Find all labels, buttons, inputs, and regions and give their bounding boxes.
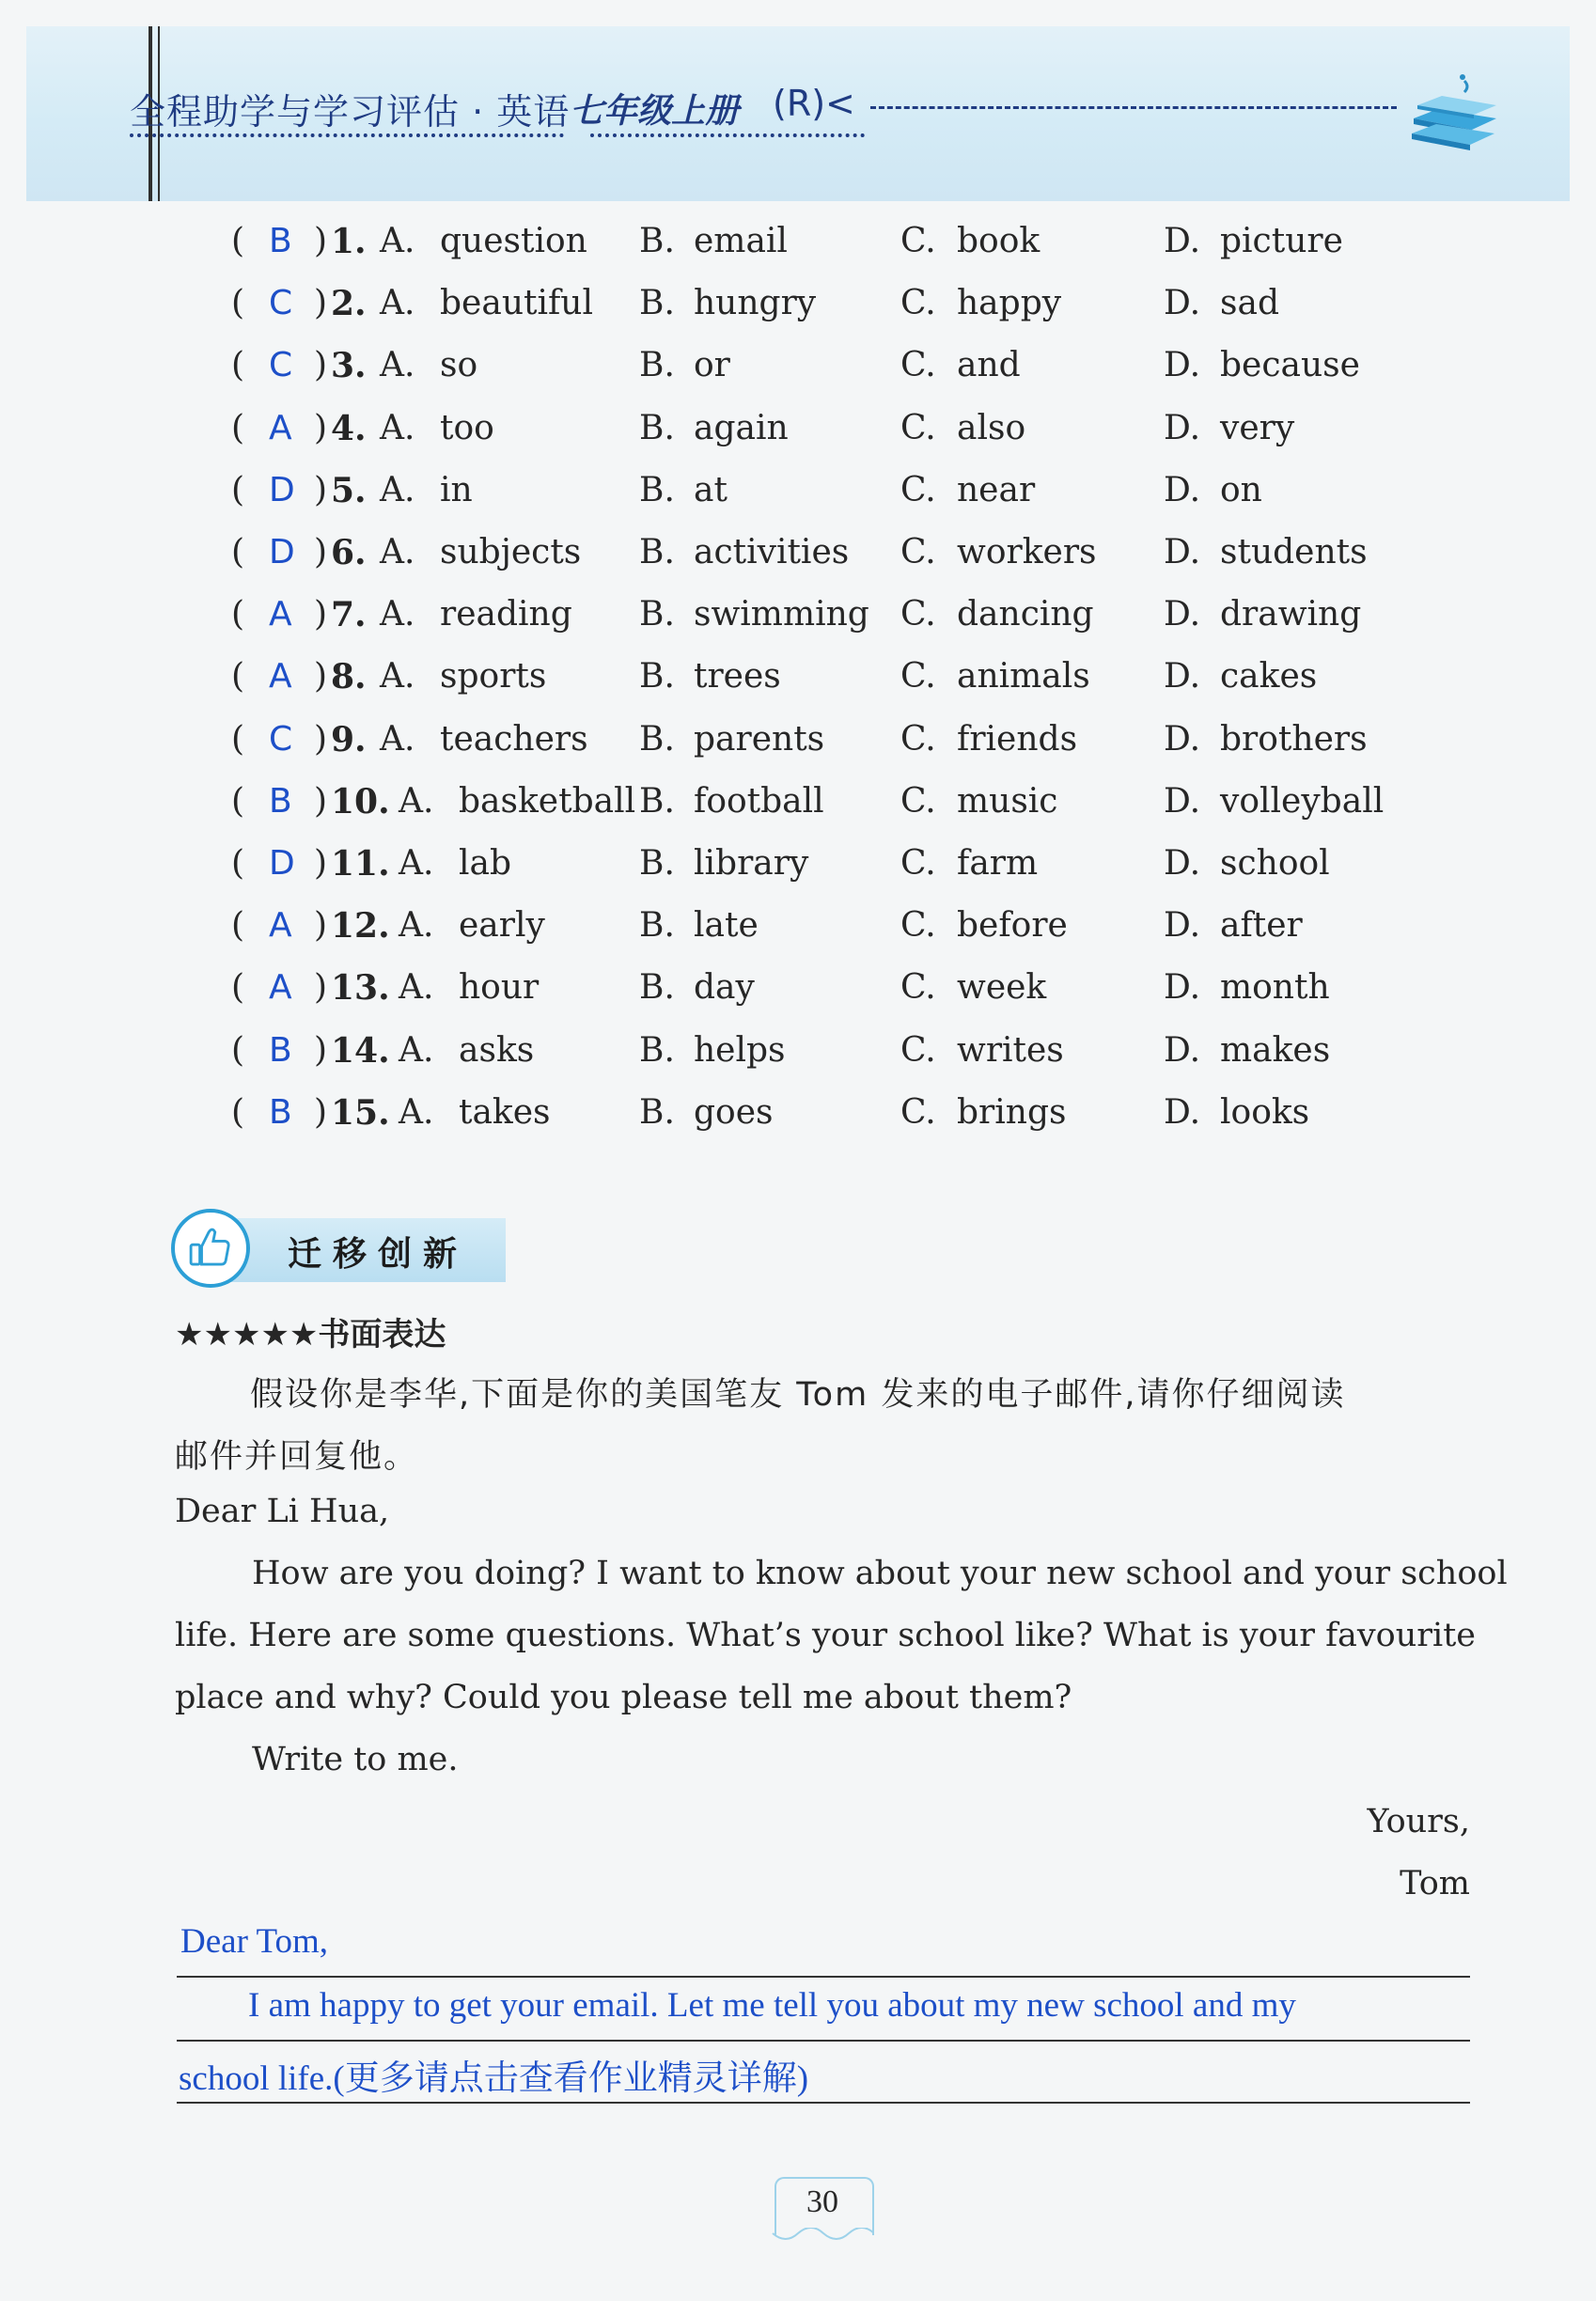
option-a: asks (459, 1030, 535, 1070)
option-c-label: C. (900, 968, 936, 1008)
option-b-label: B. (639, 844, 675, 883)
answer-letter: A (269, 968, 292, 1008)
question-number: 12. (331, 906, 390, 947)
paren-open: ( (231, 1030, 245, 1070)
email-line-3: place and why? Could you please tell me about them? (175, 1679, 1072, 1716)
option-b: helps (694, 1030, 786, 1070)
option-b-label: B. (639, 222, 675, 260)
option-a-label: A. (380, 470, 415, 509)
option-c: before (957, 906, 1068, 946)
question-row (0, 222, 1596, 284)
option-c-label: C. (900, 844, 936, 883)
header-title-underline (130, 133, 564, 137)
answer-letter: B (269, 1092, 292, 1132)
option-d: drawing (1220, 595, 1362, 634)
section-banner-title: 迁移创新 (288, 1235, 469, 1274)
option-b: library (694, 844, 809, 883)
option-d-label: D. (1164, 968, 1201, 1008)
option-d-label: D. (1164, 284, 1201, 323)
email-line-1: How are you doing? I want to know about your new school and your school (252, 1555, 1508, 1592)
question-row (0, 533, 1596, 595)
option-c-label: C. (900, 719, 936, 759)
answer-letter: A (269, 657, 292, 697)
question-number: 1. (331, 222, 367, 261)
question-row (0, 471, 1596, 533)
question-number: 10. (331, 781, 390, 822)
option-d: on (1220, 470, 1262, 509)
question-number: 9. (331, 719, 367, 759)
answer-letter: D (269, 533, 295, 571)
prompt-line-2: 邮件并回复他。 (175, 1438, 419, 1476)
question-number: 5. (331, 470, 367, 510)
paren-close: ) (314, 719, 328, 759)
option-a-label: A. (399, 844, 434, 883)
option-c-label: C. (900, 1092, 936, 1132)
option-b: again (694, 408, 789, 447)
paren-open: ( (231, 719, 245, 759)
writing-task-title: ★★★★★书面表达 (175, 1316, 446, 1354)
email-line-4: Write to me. (252, 1741, 459, 1778)
question-number: 4. (331, 408, 367, 448)
banner-badge (171, 1209, 250, 1288)
reply-greeting: Dear Tom, (180, 1922, 329, 1961)
option-d-label: D. (1164, 1030, 1201, 1070)
paren-close: ) (314, 222, 328, 260)
option-b: parents (694, 719, 825, 759)
option-a-label: A. (380, 595, 415, 634)
option-b: day (694, 968, 755, 1008)
option-c: dancing (957, 595, 1094, 634)
option-d: students (1220, 533, 1368, 571)
option-d: makes (1220, 1030, 1331, 1070)
paren-close: ) (314, 408, 328, 447)
answer-letter: A (269, 408, 292, 447)
option-c-label: C. (900, 781, 936, 821)
paren-close: ) (314, 346, 328, 385)
question-number: 6. (331, 533, 367, 572)
option-a: early (459, 906, 545, 946)
option-c-label: C. (900, 346, 936, 385)
reply-line-2: school life.(更多请点击查看作业精灵详解) (179, 2059, 809, 2098)
paren-close: ) (314, 844, 328, 883)
option-c: also (957, 408, 1026, 447)
option-b: at (694, 470, 728, 509)
option-d: brothers (1220, 719, 1368, 759)
option-b-label: B. (639, 408, 675, 447)
question-row (0, 1093, 1596, 1155)
option-b: or (694, 346, 730, 385)
option-d-label: D. (1164, 781, 1201, 821)
question-number: 14. (331, 1030, 390, 1071)
option-d: cakes (1220, 657, 1318, 697)
option-c: happy (957, 284, 1062, 323)
option-d-label: D. (1164, 657, 1201, 697)
paren-open: ( (231, 1092, 245, 1132)
paren-open: ( (231, 222, 245, 260)
answer-letter: C (269, 284, 293, 323)
question-row (0, 844, 1596, 906)
option-b: swimming (694, 595, 869, 634)
option-b-label: B. (639, 284, 675, 323)
option-d-label: D. (1164, 844, 1201, 883)
question-number: 8. (331, 657, 367, 697)
answer-letter: B (269, 781, 292, 821)
paren-close: ) (314, 470, 328, 509)
option-a: sports (440, 657, 547, 697)
answer-line (177, 2102, 1470, 2104)
option-a-label: A. (380, 284, 415, 323)
paren-open: ( (231, 657, 245, 697)
paren-open: ( (231, 284, 245, 323)
option-d-label: D. (1164, 470, 1201, 509)
option-b-label: B. (639, 968, 675, 1008)
paren-open: ( (231, 906, 245, 946)
option-b: goes (694, 1092, 774, 1132)
question-row (0, 595, 1596, 657)
option-a-label: A. (380, 408, 415, 447)
question-number: 3. (331, 346, 367, 386)
option-a: too (440, 408, 494, 447)
option-c-label: C. (900, 1030, 936, 1070)
option-c-label: C. (900, 533, 936, 571)
option-a: teachers (440, 719, 588, 759)
option-d-label: D. (1164, 346, 1201, 385)
page-number-wave (771, 2228, 874, 2245)
email-greeting: Dear Li Hua, (175, 1493, 390, 1530)
option-d-label: D. (1164, 906, 1201, 946)
option-b: late (694, 906, 759, 946)
answer-letter: B (269, 1030, 292, 1070)
option-d: picture (1220, 222, 1343, 260)
option-c-label: C. (900, 408, 936, 447)
prompt-line-1: 假设你是李华,下面是你的美国笔友 Tom 发来的电子邮件,请你仔细阅读 (250, 1376, 1346, 1414)
paren-close: ) (314, 968, 328, 1008)
paren-open: ( (231, 470, 245, 509)
option-a: lab (459, 844, 512, 883)
email-line-2: life. Here are some questions. What’s your school like? What is your favourite (175, 1617, 1476, 1654)
option-c: and (957, 346, 1021, 385)
option-a: reading (440, 595, 572, 634)
option-c-label: C. (900, 595, 936, 634)
option-b-label: B. (639, 346, 675, 385)
option-c: friends (957, 719, 1078, 759)
header-title: 全程助学与学习评估 · 英语 (130, 91, 571, 133)
paren-close: ) (314, 1030, 328, 1070)
option-d-label: D. (1164, 408, 1201, 447)
option-c: near (957, 470, 1036, 509)
reply-line-1: I am happy to get your email. Let me tell you about my new school and my (248, 1986, 1296, 2025)
paren-close: ) (314, 284, 328, 323)
header-grade-underline (590, 133, 865, 137)
option-b-label: B. (639, 595, 675, 634)
paren-close: ) (314, 781, 328, 821)
paren-close: ) (314, 906, 328, 946)
option-d: month (1220, 968, 1330, 1008)
option-c-label: C. (900, 470, 936, 509)
option-c-label: C. (900, 657, 936, 697)
question-row (0, 906, 1596, 968)
paren-open: ( (231, 844, 245, 883)
thumbs-up-icon (175, 1213, 246, 1284)
answer-letter: B (269, 222, 292, 260)
option-b-label: B. (639, 781, 675, 821)
option-b-label: B. (639, 1030, 675, 1070)
header-grade: 七年级上册 (570, 92, 740, 131)
option-b: football (694, 781, 824, 821)
answer-letter: C (269, 719, 293, 759)
option-d: looks (1220, 1092, 1310, 1132)
option-a-label: A. (380, 222, 415, 260)
paren-open: ( (231, 595, 245, 634)
option-b-label: B. (639, 657, 675, 697)
option-d: school (1220, 844, 1330, 883)
question-row (0, 657, 1596, 719)
option-b: hungry (694, 284, 817, 323)
paren-close: ) (314, 595, 328, 634)
paren-open: ( (231, 533, 245, 571)
option-b-label: B. (639, 906, 675, 946)
option-b: email (694, 222, 788, 260)
question-row (0, 346, 1596, 408)
option-b: trees (694, 657, 781, 697)
option-b-label: B. (639, 1092, 675, 1132)
paren-open: ( (231, 408, 245, 447)
question-row (0, 720, 1596, 782)
option-a: beautiful (440, 284, 594, 323)
option-b: activities (694, 533, 850, 571)
option-a: so (440, 346, 478, 385)
option-a: takes (459, 1092, 551, 1132)
paren-close: ) (314, 1092, 328, 1132)
question-number: 15. (331, 1092, 390, 1133)
option-d-label: D. (1164, 595, 1201, 634)
option-c-label: C. (900, 906, 936, 946)
option-d-label: D. (1164, 719, 1201, 759)
header-dashed-rule (870, 106, 1397, 109)
option-b-label: B. (639, 470, 675, 509)
option-a: hour (459, 968, 540, 1008)
option-c: farm (957, 844, 1039, 883)
option-d-label: D. (1164, 1092, 1201, 1132)
option-c: writes (957, 1030, 1064, 1070)
answer-letter: A (269, 906, 292, 946)
answer-letter: C (269, 346, 293, 385)
page-number: 30 (806, 2184, 838, 2219)
option-a-label: A. (399, 1030, 434, 1070)
option-b-label: B. (639, 719, 675, 759)
option-a-label: A. (380, 657, 415, 697)
question-row (0, 968, 1596, 1030)
option-a-label: A. (380, 533, 415, 571)
question-row (0, 409, 1596, 471)
option-c-label: C. (900, 284, 936, 323)
paren-close: ) (314, 533, 328, 571)
option-d-label: D. (1164, 222, 1201, 260)
paren-open: ( (231, 781, 245, 821)
option-a-label: A. (399, 968, 434, 1008)
option-c: music (957, 781, 1058, 821)
answer-line (177, 2040, 1470, 2042)
option-d: very (1220, 408, 1295, 447)
books-stack-icon (1406, 71, 1500, 156)
email-signature: Tom (1400, 1865, 1470, 1902)
option-a-label: A. (380, 346, 415, 385)
option-d: after (1220, 906, 1303, 946)
option-b-label: B. (639, 533, 675, 571)
paren-close: ) (314, 657, 328, 697)
answer-letter: A (269, 595, 292, 634)
option-a: basketball (459, 781, 636, 821)
question-row (0, 782, 1596, 844)
option-c: week (957, 968, 1047, 1008)
option-c-label: C. (900, 222, 936, 260)
question-number: 7. (331, 595, 367, 635)
option-c: brings (957, 1092, 1067, 1132)
question-row (0, 284, 1596, 346)
option-c: workers (957, 533, 1097, 571)
email-closing: Yours, (1367, 1803, 1470, 1840)
option-d: because (1220, 346, 1360, 385)
answer-letter: D (269, 470, 295, 509)
answer-letter: D (269, 844, 295, 883)
question-number: 2. (331, 284, 367, 324)
question-number: 11. (331, 844, 390, 884)
option-c: animals (957, 657, 1090, 697)
option-d-label: D. (1164, 533, 1201, 571)
option-a-label: A. (399, 1092, 434, 1132)
option-a-label: A. (380, 719, 415, 759)
option-a: in (440, 470, 473, 509)
option-d: volleyball (1220, 781, 1385, 821)
section-banner (171, 1209, 506, 1290)
option-a-label: A. (399, 906, 434, 946)
option-a: question (440, 222, 587, 260)
option-d: sad (1220, 284, 1279, 323)
paren-open: ( (231, 346, 245, 385)
option-a-label: A. (399, 781, 434, 821)
question-row (0, 1031, 1596, 1093)
option-c: book (957, 222, 1041, 260)
option-a: subjects (440, 533, 582, 571)
header-edition: (R)< (773, 83, 855, 124)
answer-line (177, 1976, 1470, 1978)
question-number: 13. (331, 968, 390, 1009)
paren-open: ( (231, 968, 245, 1008)
